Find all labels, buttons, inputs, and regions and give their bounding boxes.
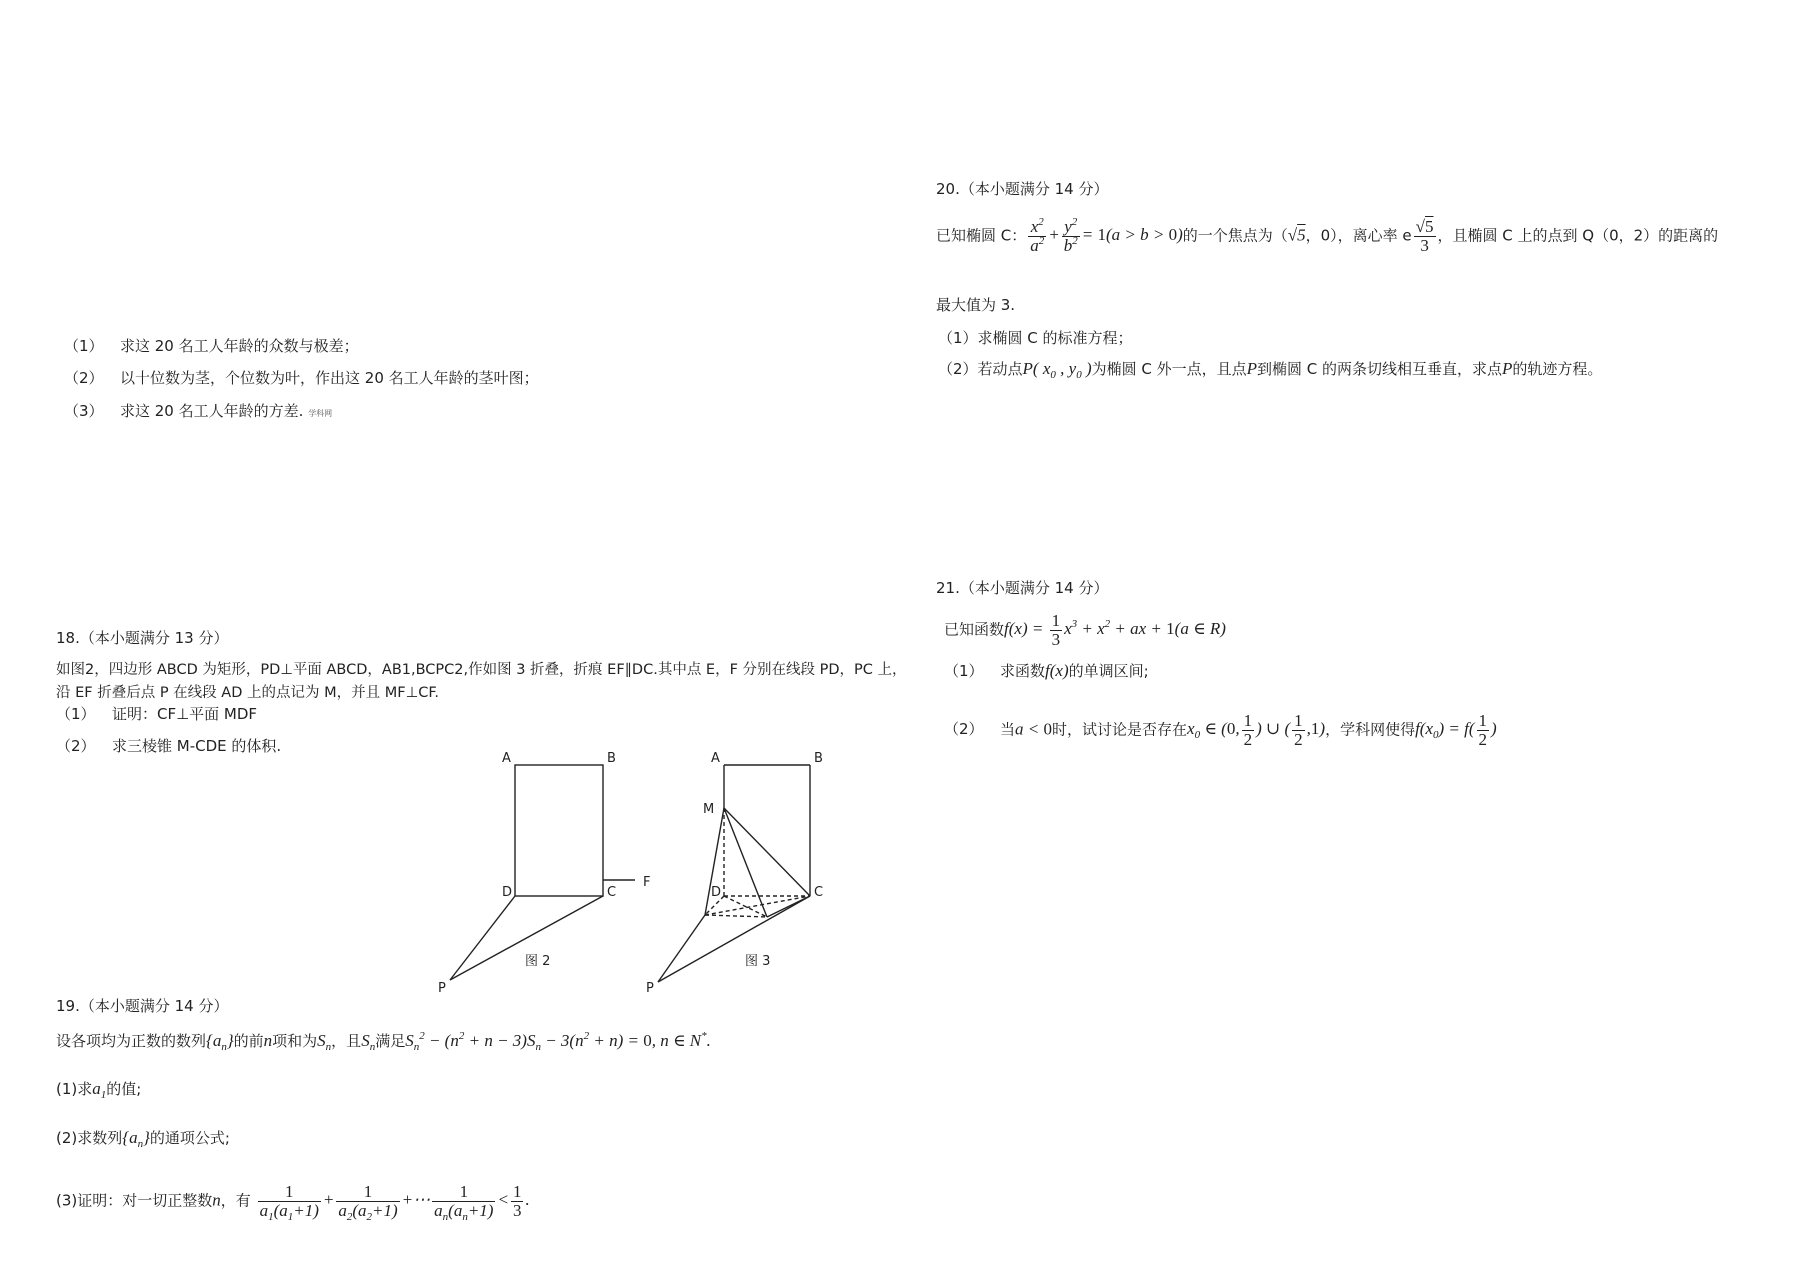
q19-part-3-number: (3) bbox=[56, 1191, 78, 1210]
q21-text-a: 已知函数 bbox=[944, 620, 1005, 639]
q20-part-2-text-a: （2）若动点 bbox=[938, 360, 1023, 378]
q17-item-2 bbox=[64, 367, 539, 388]
q17-item-1-text: 求这 20 名工人年龄的众数与极差； bbox=[120, 337, 359, 355]
q19-var-sn: $S_n$ bbox=[317, 1031, 332, 1053]
fig3-caption: 图 3 bbox=[745, 954, 771, 969]
q17-item-3 bbox=[64, 400, 332, 421]
q19-part-2 bbox=[56, 1127, 230, 1148]
q17-item-1 bbox=[64, 335, 359, 356]
q18-line-1: 如图2，四边形 ABCD 为矩形，PD⊥平面 ABCD，AB1,BCPC2,作如图 3 折叠，折痕 EF∥DC.其中点 E，F 分别在线段 PD，PC 上， bbox=[56, 662, 907, 678]
q18-line-2: 沿 EF 折叠后点 P 在线段 AD 上的点记为 M，并且 MF⊥CF. bbox=[56, 685, 439, 701]
q20-sqrt5: √5 bbox=[1287, 225, 1306, 245]
q19-part-2-text-a: 求数列 bbox=[77, 1129, 123, 1147]
q19-a1: $a_1$ bbox=[92, 1079, 107, 1101]
q19-seq-an-2: $\{a_n\}$ bbox=[122, 1128, 150, 1150]
q19-intro-text-3: 项和为 bbox=[272, 1032, 318, 1050]
watermark: 学科网 bbox=[308, 409, 333, 418]
q21-fx: f(x) bbox=[1045, 661, 1069, 680]
q21-part-2-number: （2） bbox=[944, 720, 984, 739]
q18-header: 18.（本小题满分 13 分） bbox=[56, 629, 229, 647]
q21-part-1-text-b: 的单调区间; bbox=[1068, 662, 1149, 680]
q19-var-n-2: n bbox=[212, 1190, 221, 1210]
fig2-caption: 图 2 bbox=[525, 954, 551, 969]
q18-item-2-text: 求三棱锥 M-CDE 的体积. bbox=[112, 737, 282, 755]
q21-part-1 bbox=[944, 660, 1149, 681]
q17-item-3-text: 求这 20 名工人年龄的方差. bbox=[120, 402, 304, 420]
q19-inequality: $\frac{1}{a_1(a_1+1)}$ + $\frac{1}{a_2(a_2+1)}$ +⋯ $\frac{1}{a_n(a_n+1)}$ < $\frac{1}{3}$ . bbox=[259, 1182, 530, 1223]
q21-part-2-text-c: ，学科网使得 bbox=[1325, 720, 1416, 739]
fig3-label-B: B bbox=[814, 751, 823, 766]
fig2-label-D: D bbox=[502, 885, 513, 900]
q20-text-a: 已知椭圆 C： bbox=[936, 226, 1027, 245]
fig2-label-F: F bbox=[643, 875, 651, 890]
q19-intro bbox=[56, 1030, 711, 1051]
q20-part-1: （1）求椭圆 C 的标准方程； bbox=[938, 329, 1133, 347]
q18-item-2-number: （2） bbox=[56, 737, 96, 755]
q21-part-2 bbox=[944, 712, 1497, 749]
q19-seq-an: $\{a_n\}$ bbox=[206, 1031, 234, 1053]
q20-line-2: 最大值为 3. bbox=[936, 296, 1016, 314]
figure-2-drawing bbox=[450, 765, 635, 980]
q18-item-1-number: （1） bbox=[56, 705, 96, 723]
q18-item-1 bbox=[56, 703, 257, 724]
q21-header: 21.（本小题满分 14 分） bbox=[936, 579, 1109, 597]
q21-part-1-number: （1） bbox=[944, 662, 984, 680]
q19-part-2-text-b: 的通项公式; bbox=[149, 1129, 230, 1147]
q18-item-1-text: 证明：CF⊥平面 MDF bbox=[112, 705, 258, 723]
q20-point-p-coords: P( $x_0$ , $y_0$ ) bbox=[1022, 359, 1092, 381]
q20-line-1 bbox=[936, 218, 1718, 255]
q20-header: 20.（本小题满分 14 分） bbox=[936, 180, 1109, 198]
q20-point-p-2: P bbox=[1502, 359, 1513, 378]
q20-part-2-text-d: 的轨迹方程。 bbox=[1512, 360, 1603, 378]
q21-condition-a: a < 0 bbox=[1015, 719, 1052, 739]
q19-part-1-text-b: 的值; bbox=[106, 1080, 142, 1098]
q19-intro-text-1: 设各项均为正数的数列 bbox=[56, 1032, 207, 1050]
q21-part-2-text-a: 当 bbox=[1000, 720, 1016, 739]
q21-function bbox=[944, 612, 1226, 649]
q20-point-p: P bbox=[1246, 359, 1258, 378]
q21-part-1-text-a: 求函数 bbox=[1000, 662, 1046, 680]
fig3-label-D: D bbox=[711, 885, 722, 900]
fig2-label-C: C bbox=[607, 885, 617, 900]
q19-part-1-text-a: 求 bbox=[77, 1080, 93, 1098]
q20-text-b: 的一个焦点为（ bbox=[1182, 226, 1288, 245]
q17-item-3-number: （3） bbox=[64, 402, 104, 420]
q19-intro-text-2: 的前 bbox=[233, 1032, 264, 1050]
fig2-label-B: B bbox=[607, 751, 616, 766]
q20-part-2-text-b: 为椭圆 C 外一点，且点 bbox=[1091, 360, 1247, 378]
q19-var-n: n bbox=[263, 1031, 273, 1050]
q19-part-1-number: (1) bbox=[56, 1080, 78, 1098]
q20-ellipse-equation: $\frac{x^2}{a^2}$ + $\frac{y^2}{b^2}$ = 1(a > b > 0) bbox=[1030, 216, 1183, 255]
q19-header: 19.（本小题满分 14 分） bbox=[56, 997, 229, 1015]
q20-text-d: ，且椭圆 C 上的点到 Q（0，2）的距离的 bbox=[1437, 226, 1719, 245]
q19-part-3 bbox=[56, 1182, 530, 1223]
q20-eccentricity: $\frac{√5}{3}$ bbox=[1415, 217, 1434, 255]
fig2-label-P: P bbox=[438, 981, 446, 996]
q19-part-3-text-b: ，有 bbox=[220, 1191, 251, 1210]
q21-part-2-text-b: 时，试讨论是否存在 bbox=[1052, 720, 1188, 739]
q19-condition-formula: $S_n^2 - (n^2 + n - 3)S_n - 3(n^2 + n) = 0$, n ∈ N*. bbox=[405, 1030, 711, 1053]
q19-part-2-number: (2) bbox=[56, 1129, 78, 1147]
q19-intro-text-4: ，且 bbox=[331, 1032, 362, 1050]
q20-part-2-text-c: 到椭圆 C 的两条切线相互垂直，求点 bbox=[1257, 360, 1503, 378]
q19-var-sn-2: $S_n$ bbox=[361, 1031, 376, 1053]
q20-part-2 bbox=[938, 358, 1602, 379]
fig3-label-A: A bbox=[711, 751, 720, 766]
q21-interval: $x_0$ ∈ (0, $\frac{1}{2}$ ) ∪ ( $\frac{1}{2}$ ,1) bbox=[1187, 711, 1326, 749]
q17-item-2-text: 以十位数为茎，个位数为叶，作出这 20 名工人年龄的茎叶图； bbox=[120, 369, 539, 387]
fig3-label-C: C bbox=[814, 885, 824, 900]
q19-part-3-text-a: 证明：对一切正整数 bbox=[77, 1191, 213, 1210]
q17-item-1-number: （1） bbox=[64, 337, 104, 355]
q19-intro-text-5: 满足 bbox=[375, 1032, 406, 1050]
q19-part-1 bbox=[56, 1078, 141, 1099]
q17-item-2-number: （2） bbox=[64, 369, 104, 387]
figure-3-drawing bbox=[658, 765, 810, 982]
fig3-label-M: M bbox=[703, 802, 715, 817]
q18-item-2 bbox=[56, 735, 281, 756]
q20-text-c: ，0），离心率 e bbox=[1305, 226, 1412, 245]
geometry-figures bbox=[420, 745, 860, 1005]
fig3-label-P: P bbox=[646, 981, 654, 996]
q21-function-formula: f(x) = $\frac{1}{3}$ $x^3 + x^2$ + ax + 1(a ∈ R) bbox=[1004, 611, 1226, 649]
fig2-label-A: A bbox=[502, 751, 511, 766]
q21-equation: $f(x_0) = f$( $\frac{1}{2}$ ) bbox=[1415, 711, 1497, 749]
